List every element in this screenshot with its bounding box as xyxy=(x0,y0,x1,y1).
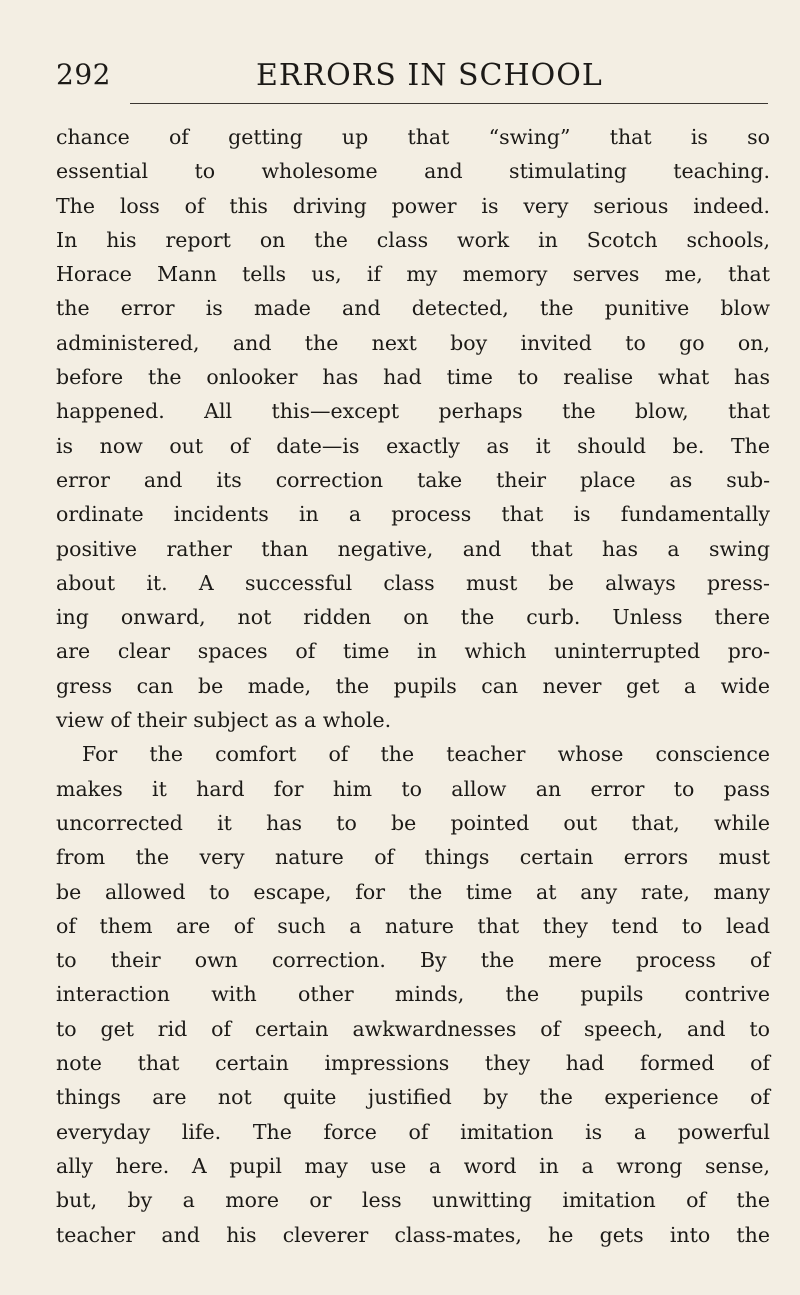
running-head: ERRORS IN SCHOOL xyxy=(256,58,603,93)
text-line: of them are of such a nature that they tend to lead xyxy=(56,913,770,938)
text-line: things are not quite justified by the experience of xyxy=(56,1085,770,1110)
text-line: be allowed to escape, for the time at any rate, many xyxy=(56,879,770,904)
text-line: to get rid of certain awkwardnesses of speech, and to xyxy=(56,1016,770,1041)
text-line: are clear spaces of time in which uninterrupted pro- xyxy=(56,639,770,664)
text-line: view of their subject as a whole. xyxy=(56,708,392,733)
text-line: ally here. A pupil may use a word in a wrong sense, xyxy=(56,1153,770,1178)
header-rule xyxy=(130,103,768,104)
text-line: administered, and the next boy invited to go on, xyxy=(56,330,770,355)
page-number: 292 xyxy=(56,58,111,91)
text-line: is now out of date—is exactly as it should be. The xyxy=(56,433,770,458)
text-line: chance of getting up that “swing” that is so xyxy=(56,125,770,149)
text-line: note that certain impressions they had formed of xyxy=(56,1051,770,1076)
text-line: happened. All this—except perhaps the blow, that xyxy=(56,399,770,424)
text-line: from the very nature of things certain errors must xyxy=(56,845,770,870)
text-line: the error is made and detected, the punitive blow xyxy=(56,296,770,321)
text-line: about it. A successful class must be always press- xyxy=(56,570,770,595)
text-line: teacher and his cleverer class-mates, he gets into the xyxy=(56,1222,770,1247)
text-line: error and its correction take their place as sub- xyxy=(56,467,770,492)
text-line: makes it hard for him to allow an error to pass xyxy=(56,776,770,801)
page-header xyxy=(56,58,768,98)
text-line: The loss of this driving power is very serious indeed. xyxy=(56,193,770,218)
body-text xyxy=(56,120,770,1252)
text-line: interaction with other minds, the pupils contrive xyxy=(56,982,770,1007)
text-line: uncorrected it has to be pointed out that, while xyxy=(56,810,770,835)
text-line: gress can be made, the pupils can never get a wide xyxy=(56,673,770,698)
text-line: For the comfort of the teacher whose conscience xyxy=(82,742,770,767)
text-line: ing onward, not ridden on the curb. Unless there xyxy=(56,605,770,630)
text-line: but, by a more or less unwitting imitation of the xyxy=(56,1188,770,1213)
text-line: essential to wholesome and stimulating teaching. xyxy=(56,159,770,184)
text-line: ordinate incidents in a process that is fundamentally xyxy=(56,502,770,527)
text-line: positive rather than negative, and that has a swing xyxy=(56,536,770,561)
text-line: before the onlooker has had time to realise what has xyxy=(56,365,770,390)
text-line: Horace Mann tells us, if my memory serves me, that xyxy=(56,262,770,287)
text-line: In his report on the class work in Scotch schools, xyxy=(56,227,770,252)
text-line: to their own correction. By the mere process of xyxy=(56,948,770,973)
text-line: everyday life. The force of imitation is a powerful xyxy=(56,1119,770,1144)
